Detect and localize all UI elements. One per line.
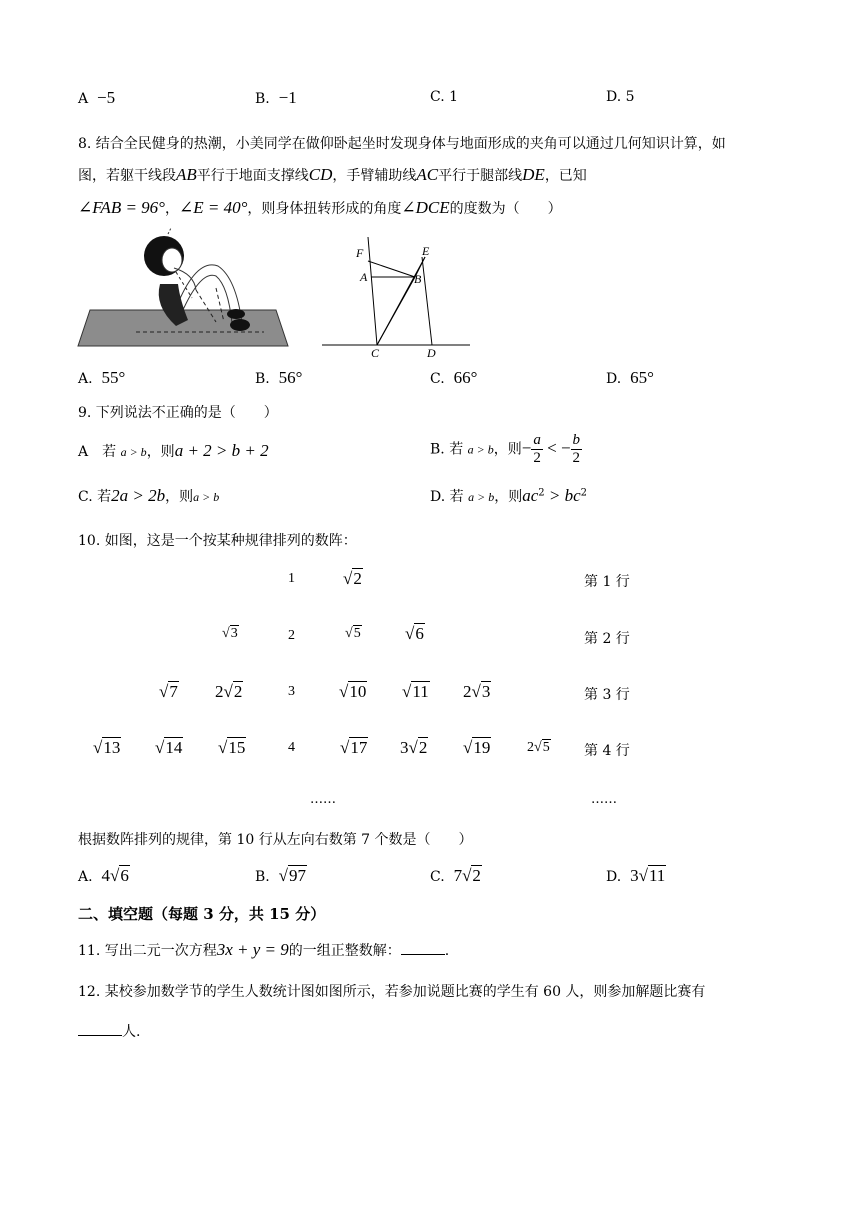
ellipsis-middle: …… <box>310 792 336 807</box>
matrix-cell: √6 <box>405 624 424 643</box>
q9-option-a: A 若 a > b，则a + 2 > b + 2 <box>78 441 269 460</box>
q8-stem-line3: ∠FAB = 96°，∠E = 40°，则身体扭转形成的角度∠DCE的度数为（ ） <box>78 198 562 217</box>
label-a: A <box>360 270 368 284</box>
q11: 11. 写出二元一次方程3x + y = 9的一组正整数解： . <box>78 940 450 959</box>
q8-option-a: A. 55° <box>78 368 126 387</box>
q10-option-c: C. 7√2 <box>430 866 481 885</box>
matrix-cell: 2√2 <box>215 682 243 701</box>
geometry-diagram <box>320 235 475 360</box>
q9-option-b: B. 若 a > b，则− $\frac{a}{2}$ < − $\frac{b}{2}$ <box>430 432 581 466</box>
q8-option-c: C. 66° <box>430 368 478 387</box>
label-d: D <box>427 346 436 360</box>
q9-option-c: C. 若2a > 2b，则a > b <box>78 486 220 505</box>
matrix-cell: √2 <box>343 569 362 588</box>
matrix-cell: √13 <box>93 738 121 757</box>
row-label-2: 第 2 行 <box>584 631 630 647</box>
q9-stem: 9. 下列说法不正确的是（ ） <box>78 405 278 421</box>
matrix-cell: √19 <box>463 738 491 757</box>
q10-question: 根据数阵排列的规律，第 10 行从左向右数第 7 个数是（ ） <box>78 832 473 848</box>
matrix-cell: √3 <box>222 626 238 641</box>
ellipsis-right: …… <box>591 792 617 807</box>
matrix-cell: √17 <box>340 738 368 757</box>
matrix-cell: √7 <box>159 682 178 701</box>
answer-blank[interactable] <box>78 1021 122 1036</box>
q7-option-c: C. 1 <box>430 89 459 105</box>
matrix-cell: √14 <box>155 738 183 757</box>
label-f: F <box>356 246 364 260</box>
q7-option-a: A −5 <box>78 88 116 107</box>
q9-option-d: D. 若 a > b，则$ac^2 > bc^2$ <box>430 486 588 505</box>
matrix-cell: 1 <box>288 571 295 586</box>
row-label-1: 第 1 行 <box>584 574 630 590</box>
label-e: E <box>422 244 430 258</box>
row-label-4: 第 4 行 <box>584 743 630 759</box>
q12-line1: 12. 某校参加数学节的学生人数统计图如图所示，若参加说题比赛的学生有 60 人，则参加解题比赛有 <box>78 984 706 1000</box>
answer-blank[interactable] <box>401 940 445 955</box>
q10-option-b: B. √97 <box>255 866 306 885</box>
q7-option-d: D. 5 <box>606 89 635 105</box>
q7-option-b: B. −1 <box>255 88 297 107</box>
matrix-cell: √5 <box>345 626 361 641</box>
situp-illustration <box>76 228 291 350</box>
matrix-cell: √10 <box>339 682 367 701</box>
q8-option-d: D. 65° <box>606 368 654 387</box>
q12-line2: 人. <box>78 1021 140 1041</box>
matrix-cell: 2 <box>288 628 295 643</box>
matrix-cell: 3 <box>288 684 295 699</box>
label-c: C <box>371 346 380 360</box>
section-heading: 二、填空题（每题 3 分，共 15 分） <box>78 905 326 923</box>
matrix-cell: √11 <box>402 682 429 701</box>
matrix-cell: 2√3 <box>463 682 491 701</box>
q10-stem: 10. 如图，这是一个按某种规律排列的数阵： <box>78 533 357 549</box>
q8-stem-line1: 8. 结合全民健身的热潮，小美同学在做仰卧起坐时发现身体与地面形成的夹角可以通过几何知识计算，如 <box>78 136 726 152</box>
q8-stem-line2: 图，若躯干线段AB平行于地面支撑线CD，手臂辅助线AC平行于腿部线DE，已知 <box>78 165 587 184</box>
matrix-cell: √15 <box>218 738 246 757</box>
q8-option-b: B. 56° <box>255 368 303 387</box>
matrix-cell: 3√2 <box>400 738 428 757</box>
q10-option-d: D. 3√11 <box>606 866 666 885</box>
label-b: B <box>414 272 422 286</box>
matrix-cell: 4 <box>288 740 295 755</box>
row-label-3: 第 3 行 <box>584 687 630 703</box>
matrix-cell: 2√5 <box>527 740 550 755</box>
q10-option-a: A. 4√6 <box>78 866 129 885</box>
